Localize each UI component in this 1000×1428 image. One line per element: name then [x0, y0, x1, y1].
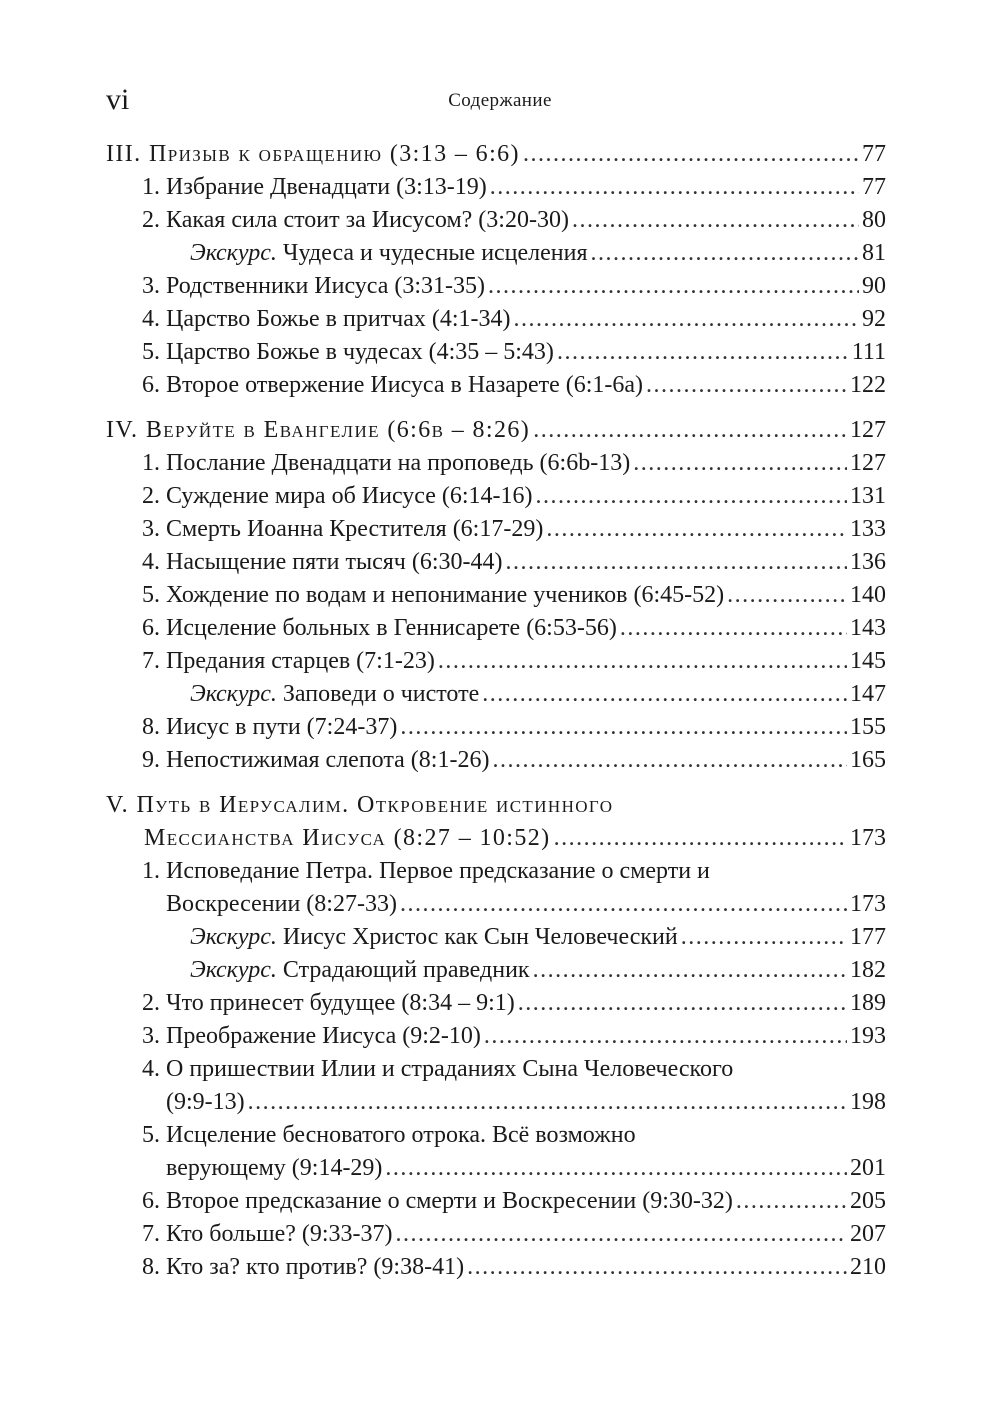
toc-heading[interactable]: [106, 414, 886, 447]
entry-title: 6. Второе предсказание о смерти и Воскресении (9:30-32): [142, 1188, 733, 1214]
leader-dots: [557, 336, 849, 369]
toc-entry[interactable]: [106, 579, 886, 612]
entry-title: 2. Что принесет будущее (8:34 – 9:1): [142, 990, 515, 1016]
page-ref: 155: [850, 714, 886, 740]
page-ref: 189: [850, 990, 886, 1016]
page-ref: 177: [850, 924, 886, 950]
entry-title: 1. Избрание Двенадцати (3:13-19): [142, 174, 487, 200]
toc-excursus[interactable]: [106, 237, 886, 270]
toc-entry[interactable]: [106, 513, 886, 546]
page-ref: 90: [862, 273, 886, 299]
page-ref: 122: [850, 372, 886, 398]
excursus-label: Экскурс.: [190, 240, 277, 266]
page-ref: 165: [850, 747, 886, 773]
toc-entry[interactable]: [106, 336, 886, 369]
toc-entry[interactable]: [106, 645, 886, 678]
toc-part-4: [106, 414, 886, 777]
entry-title: 4. Насыщение пяти тысяч (6:30-44): [142, 549, 503, 575]
toc-excursus[interactable]: [106, 921, 886, 954]
toc-excursus[interactable]: [106, 954, 886, 987]
toc-entry[interactable]: [106, 1020, 886, 1053]
toc-entry-line2[interactable]: [106, 888, 886, 921]
leader-dots: [484, 1020, 847, 1053]
entry-title: 9. Непостижимая слепота (8:1-26): [142, 747, 490, 773]
page-ref: 201: [850, 1155, 886, 1181]
entry-title: Заповеди о чистоте: [282, 681, 480, 707]
entry-title: Чудеса и чудесные исцеления: [282, 240, 588, 266]
toc-entry-line1[interactable]: [106, 855, 886, 888]
running-title: Содержание: [448, 90, 552, 111]
leader-dots: [396, 1218, 847, 1251]
toc-entry[interactable]: [106, 987, 886, 1020]
toc-entry-line2[interactable]: [106, 1086, 886, 1119]
page-ref: 173: [850, 891, 886, 917]
leader-dots: [248, 1086, 847, 1119]
page-number: vi: [106, 83, 130, 116]
leader-dots: [400, 888, 847, 921]
entry-title: 7. Кто больше? (9:33-37): [142, 1221, 393, 1247]
toc-entry[interactable]: [106, 711, 886, 744]
page-ref: 193: [850, 1023, 886, 1049]
page-ref: 145: [850, 648, 886, 674]
entry-title-cont: Воскресении (8:27-33): [166, 891, 397, 917]
entry-title: Страдающий праведник: [282, 957, 530, 983]
toc-entry-line2[interactable]: [106, 1152, 886, 1185]
page-ref: 77: [862, 174, 886, 200]
page-ref: 127: [850, 450, 886, 476]
leader-dots: [533, 414, 847, 447]
entry-title: 5. Хождение по водам и непонимание учеников (6:45-52): [142, 582, 725, 608]
toc-entry[interactable]: [106, 447, 886, 480]
entry-title: 8. Кто за? кто против? (9:38-41): [142, 1254, 465, 1280]
heading-title: V. Путь в Иерусалим. Откровение истинного: [106, 792, 614, 818]
page-ref: 140: [850, 582, 886, 608]
toc-entry[interactable]: [106, 270, 886, 303]
excursus-label: Экскурс.: [190, 957, 277, 983]
heading-title: III. Призыв к обращению (3:13 – 6:6): [106, 141, 520, 167]
leader-dots: [385, 1152, 847, 1185]
leader-dots: [523, 138, 859, 171]
leader-dots: [514, 303, 859, 336]
page-ref: 77: [862, 141, 886, 167]
page-ref: 111: [851, 339, 886, 365]
leader-dots: [467, 1251, 847, 1284]
leader-dots: [681, 921, 847, 954]
leader-dots: [646, 369, 847, 402]
excursus-label: Экскурс.: [190, 924, 277, 950]
entry-title: 4. Царство Божье в притчах (4:1-34): [142, 306, 511, 332]
page-ref: 81: [862, 240, 886, 266]
table-of-contents: [106, 138, 886, 1296]
toc-entry-line1[interactable]: [106, 1119, 886, 1152]
page-ref: 173: [850, 825, 886, 851]
entry-title: 1. Послание Двенадцати на проповедь (6:6b-13): [142, 450, 631, 476]
entry-title: 3. Родственники Иисуса (3:31-35): [142, 273, 486, 299]
toc-entry[interactable]: [106, 303, 886, 336]
leader-dots: [572, 204, 859, 237]
leader-dots: [727, 579, 847, 612]
entry-title: 3. Преображение Иисуса (9:2-10): [142, 1023, 481, 1049]
page-ref: 133: [850, 516, 886, 542]
toc-heading-line2[interactable]: [106, 822, 886, 855]
leader-dots: [736, 1185, 847, 1218]
leader-dots: [438, 645, 847, 678]
page-ref: 127: [850, 417, 886, 443]
leader-dots: [536, 480, 847, 513]
toc-entry[interactable]: [106, 1185, 886, 1218]
page-ref: 143: [850, 615, 886, 641]
leader-dots: [482, 678, 847, 711]
leader-dots: [554, 822, 847, 855]
toc-entry[interactable]: [106, 480, 886, 513]
toc-entry[interactable]: [106, 369, 886, 402]
leader-dots: [591, 237, 859, 270]
entry-title: 3. Смерть Иоанна Крестителя (6:17-29): [142, 516, 544, 542]
toc-entry[interactable]: [106, 204, 886, 237]
page-ref: 210: [850, 1254, 886, 1280]
entry-title: 2. Суждение мира об Иисусе (6:14-16): [142, 483, 533, 509]
entry-title: 2. Какая сила стоит за Иисусом? (3:20-30): [142, 207, 569, 233]
page-ref: 136: [850, 549, 886, 575]
entry-title: 7. Предания старцев (7:1-23): [142, 648, 435, 674]
page-ref: 92: [862, 306, 886, 332]
page-ref: 205: [850, 1188, 886, 1214]
entry-title: 4. О пришествии Илии и страданиях Сына Человеческого: [142, 1056, 734, 1082]
leader-dots: [490, 171, 859, 204]
entry-title-cont: (9:9-13): [166, 1089, 245, 1115]
excursus-label: Экскурс.: [190, 681, 277, 707]
heading-title-cont: Мессианства Иисуса (8:27 – 10:52): [144, 825, 551, 851]
leader-dots: [492, 744, 847, 777]
leader-dots: [546, 513, 847, 546]
page-ref: 198: [850, 1089, 886, 1115]
entry-title: 1. Исповедание Петра. Первое предсказание о смерти и: [142, 858, 710, 884]
toc-heading[interactable]: [106, 138, 886, 171]
entry-title: 6. Второе отвержение Иисуса в Назарете (6:1-6а): [142, 372, 644, 398]
leader-dots: [400, 711, 847, 744]
leader-dots: [488, 270, 859, 303]
toc-entry[interactable]: [106, 612, 886, 645]
toc-part-3: [106, 138, 886, 402]
leader-dots: [533, 954, 847, 987]
page-ref: 147: [850, 681, 886, 707]
leader-dots: [518, 987, 847, 1020]
leader-dots: [505, 546, 847, 579]
entry-title: 5. Исцеление бесноватого отрока. Всё возможно: [142, 1122, 636, 1148]
page-ref: 207: [850, 1221, 886, 1247]
entry-title-cont: верующему (9:14-29): [166, 1155, 383, 1181]
page-ref: 80: [862, 207, 886, 233]
entry-title: 8. Иисус в пути (7:24-37): [142, 714, 398, 740]
toc-excursus[interactable]: [106, 678, 886, 711]
toc-entry-line1[interactable]: [106, 1053, 886, 1086]
entry-title: 6. Исцеление больных в Геннисарете (6:53-56): [142, 615, 617, 641]
toc-entry[interactable]: [106, 1218, 886, 1251]
entry-title: 5. Царство Божье в чудесах (4:35 – 5:43): [142, 339, 554, 365]
toc-entry[interactable]: [106, 546, 886, 579]
toc-part-5: [106, 789, 886, 1284]
entry-title: Иисус Христос как Сын Человеческий: [282, 924, 678, 950]
heading-title: IV. Веруйте в Евангелие (6:6в – 8:26): [106, 417, 531, 443]
toc-entry[interactable]: [106, 171, 886, 204]
toc-heading-line1[interactable]: [106, 789, 886, 822]
leader-dots: [620, 612, 847, 645]
leader-dots: [633, 447, 847, 480]
toc-entry[interactable]: [106, 1251, 886, 1284]
page-ref: 131: [850, 483, 886, 509]
page-ref: 182: [850, 957, 886, 983]
toc-entry[interactable]: [106, 744, 886, 777]
